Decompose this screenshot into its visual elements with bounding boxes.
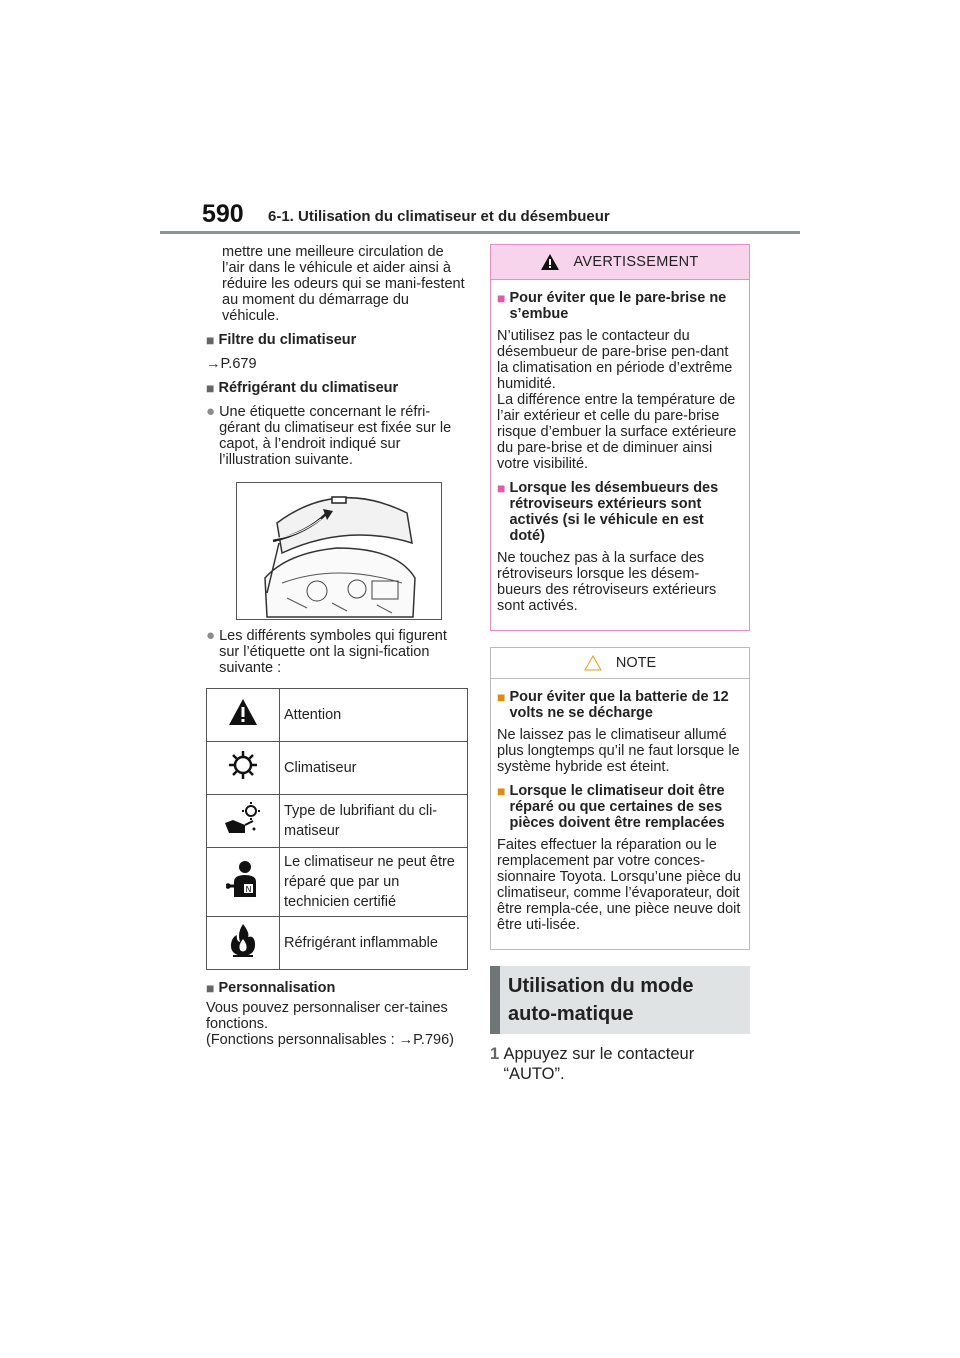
right-column [490,244,750,1084]
note-title: NOTE [615,655,657,671]
refrigerant-bullet [206,404,468,468]
filter-heading [206,332,468,348]
note-heading-1: ■ Pour éviter que la batterie de 12 volts ne se décharge [497,689,729,721]
note-header [491,648,749,679]
note-text-1: Ne laissez pas le climatiseur allumé plus longtemps qu’il ne faut lorsque le système hybride est éteint. [497,727,740,775]
header-rule [160,231,800,234]
warning-triangle-icon [541,254,559,270]
flammable-flame-icon [228,923,258,957]
symbol-label: Climatiseur [280,742,468,795]
note-body [491,679,749,949]
warning-text-1: N’utilisez pas le contacteur du désembueur de pare-brise pen-dant la climatisation en période d’extrême humidité. [497,328,733,392]
warning-header [491,245,749,280]
warning-title: AVERTISSEMENT [573,254,699,270]
warning-text-2: Ne touchez pas à la surface des rétroviseurs lorsque les désem-bueurs des rétroviseurs extérieurs sont activés. [497,550,717,614]
page-header [160,196,800,236]
step-text: Appuyez sur le contacteur “AUTO”. [503,1045,695,1083]
square-bullet-icon: ■ [206,980,215,996]
customization-ref[interactable]: (Fonctions personnalisables : →P.796) [206,1032,454,1048]
table-row [207,848,468,917]
customization-heading [206,980,468,996]
square-bullet-icon: ■ [497,290,506,306]
round-bullet-icon: ● [206,627,216,644]
square-bullet-icon: ■ [497,480,506,496]
symbols-table [206,688,468,970]
refrigerant-bullet-text: Une étiquette concernant le réfri-gérant du climatiseur est fixée sur le capot, à l’endroit indiqué sur l’illustration suivante. [219,404,452,468]
customization-title: Personnalisation [218,980,336,996]
table-row [207,795,468,848]
open-hood-engine-icon [237,483,441,619]
warning-heading-2: ■ Lorsque les désembueurs des rétroviseurs extérieurs sont activés (si le véhicule en est doté) [497,480,719,544]
square-bullet-icon: ■ [206,332,215,348]
hood-label-illustration [236,482,442,620]
table-row [207,742,468,795]
symbols-bullet [206,628,468,676]
warning-box [490,244,750,631]
section-title: Utilisation du mode auto-matique [490,966,750,1034]
note-text-2: Faites effectuer la réparation ou le remplacement par votre conces-sionnaire Toyota. Lorsqu’une pièce du climatiseur, comme l’évaporateur, doit être rempla-cée, une pièce neuve doit être uti-lisée. [497,837,741,933]
left-column [206,244,468,1048]
symbol-label: Type de lubrifiant du cli-matiseur [280,795,468,848]
symbol-cell [207,917,280,970]
square-bullet-icon: ■ [206,380,215,396]
air-conditioner-icon [228,750,258,780]
filter-page-ref[interactable]: →P.679 [206,356,257,372]
symbol-cell [207,848,280,917]
note-box [490,647,750,950]
symbol-label: Réfrigérant inflammable [280,917,468,970]
customization-text: Vous pouvez personnaliser cer-taines fonctions. [206,1000,448,1032]
intro-paragraph: mettre une meilleure circulation de l’air dans le véhicule et aider ainsi à réduire les odeurs qui se mani-festent au moment du démarrage du véhicule. [222,244,465,324]
caution-outline-triangle-icon [584,655,602,671]
symbol-label: Attention [280,689,468,742]
refrigerant-heading [206,380,468,396]
symbols-bullet-text: Les différents symboles qui figurent sur l’étiquette ont la signi-fication suivante : [219,628,447,676]
table-row [207,917,468,970]
certified-technician-icon [226,860,260,898]
symbol-cell [207,742,280,795]
symbol-label: Le climatiseur ne peut être réparé que par un technicien certifié [280,848,468,917]
note-heading-2: ■ Lorsque le climatiseur doit être réparé ou que certaines de ses pièces doivent être remplacées [497,783,725,831]
warning-heading-1: ■ Pour éviter que le pare-brise ne s’embue [497,290,727,322]
symbol-cell [207,795,280,848]
square-bullet-icon: ■ [497,689,506,705]
warning-triangle-icon [228,698,258,726]
symbol-cell [207,689,280,742]
page-number: 590 [202,200,244,228]
warning-text-1b: La différence entre la température de l’air extérieur et celle du pare-brise risque d’embuer la surface extérieure du pare-brise et de diminuer ainsi votre visibilité. [497,392,737,472]
chapter-title: 6-1. Utilisation du climatiseur et du désembueur [268,208,610,225]
filter-title: Filtre du climatiseur [218,332,357,348]
step-1 [490,1044,750,1084]
step-number: 1 [490,1045,500,1063]
refrigerant-title: Réfrigérant du climatiseur [218,380,399,396]
svg-text:N: N [245,885,252,894]
square-bullet-icon: ■ [497,783,506,799]
lubricant-oil-can-icon [223,801,263,835]
warning-body [491,280,749,630]
table-row [207,689,468,742]
round-bullet-icon: ● [206,403,216,420]
